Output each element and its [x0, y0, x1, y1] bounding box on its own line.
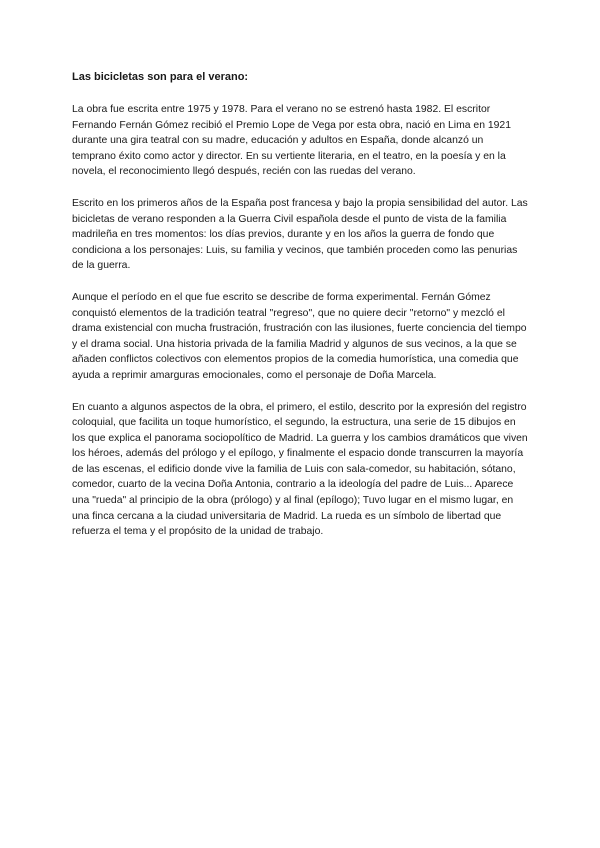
document-page [72, 70, 530, 556]
paragraph-2: Escrito en los primeros años de la España post francesa y bajo la propia sensibilidad del autor. Las bicicletas de verano responden a la Guerra Civil española desde el punto de vista de la familia madrileña en tres momentos: los días previos, durante y en los años la guerra de fondo que condiciona a los personajes: Luis, su familia y vecinos, que también proceden como las penurias de la guerra. [72, 197, 528, 272]
paragraph-3: Aunque el período en el que fue escrito se describe de forma experimental. Fernán Gómez conquistó elementos de la tradición teatral "regreso", que no quiere decir "retorno" y mezcló el drama existencial con mucha frustración, frustración con las ilusiones, fuerte conciencia del tiempo y el drama social. Una historia privada de la familia Madrid y algunos de sus vecinos, a la que se añaden conflictos colectivos con elementos propios de la comedia humorística, una comedia que ayuda a reprimir amarguras emocionales, como el personaje de Doña Marcela. [72, 291, 527, 381]
paragraph-1: La obra fue escrita entre 1975 y 1978. Para el verano no se estrenó hasta 1982. El escritor Fernando Fernán Gómez recibió el Premio Lope de Vega por esta obra, nació en Lima en 1921 durante una gira teatral con su madre, educación y adultos en España, donde alcanzó un temprano éxito como actor y director. En su vertiente literaria, en el teatro, en la poesía y en la novela, el reconocimiento llegó después, recién con las ruedas del verano. [72, 104, 511, 178]
paragraph-4: En cuanto a algunos aspectos de la obra, el primero, el estilo, descrito por la expresión del registro coloquial, que facilita un toque humorístico, el segundo, la estructura, una serie de 15 dibujos en los que explica el panorama sociopolítico de Madrid. La guerra y los cambios dramáticos que viven los héroes, además del prólogo y el epílogo, y finalmente el espacio donde transcurren la mayoría de las escenas, el edificio donde vive la familia de Luis con sala-comedor, su habitación, sótano, comedor, cuarto de la vecina Doña Antonia, contrario a la ideología del padre de Luis... Aparece una "rueda" al principio de la obra (prólogo) y al final (epílogo); Tuvo lugar en el mismo lugar, en una finca cercana a la ciudad universitaria de Madrid. La rueda es un símbolo de libertad que refuerza el tema y el propósito de la unidad de trabajo. [72, 401, 528, 538]
document-title: Las bicicletas son para el verano: [72, 71, 249, 83]
